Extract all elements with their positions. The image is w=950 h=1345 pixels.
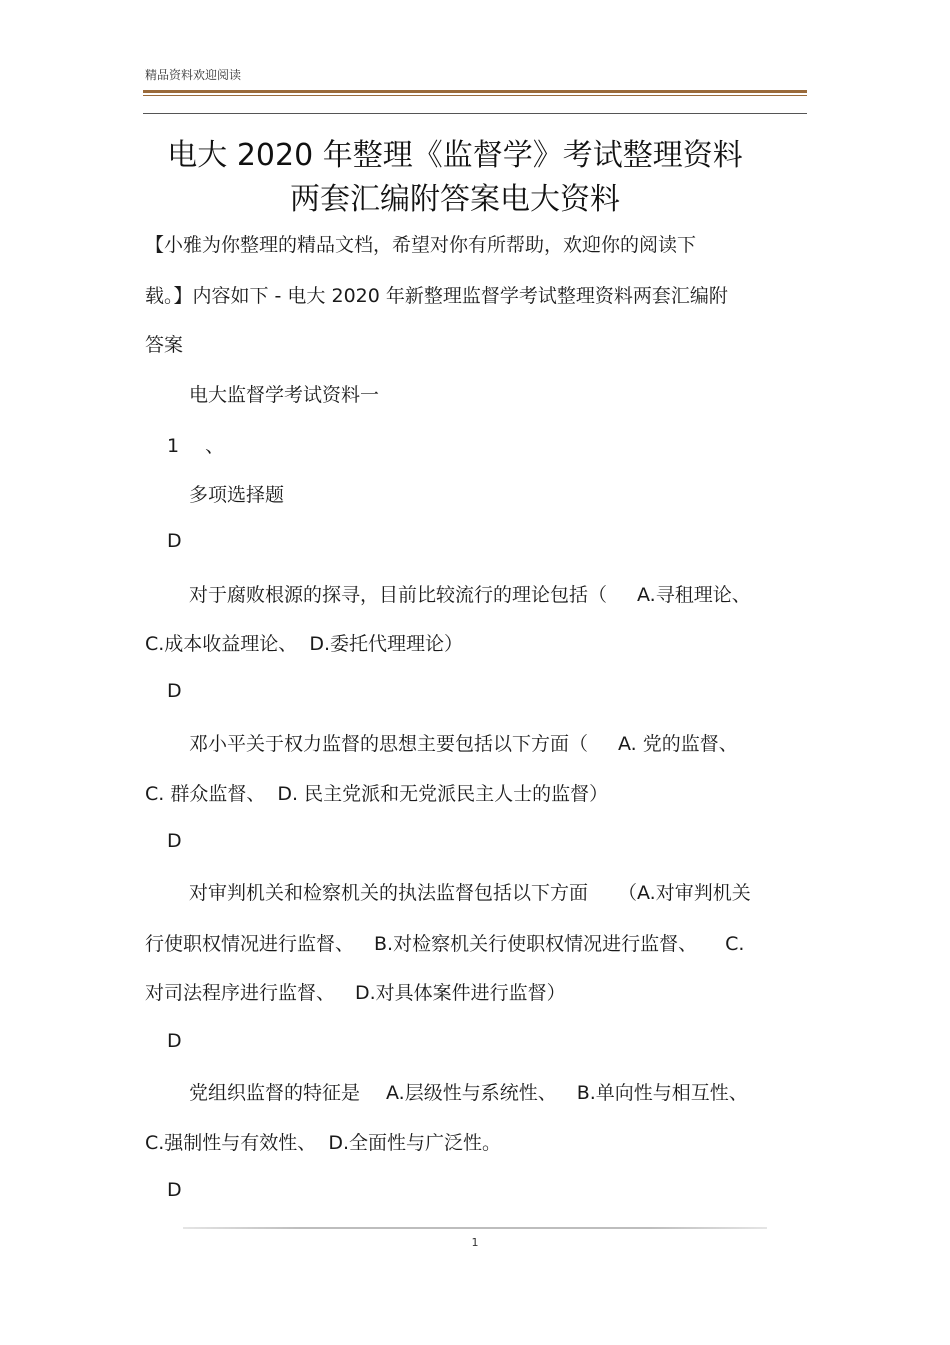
question-answer: D bbox=[167, 1179, 182, 1201]
footer-rule bbox=[183, 1227, 767, 1229]
header-rule-thin bbox=[143, 95, 807, 96]
document-title-line2: 两套汇编附答案电大资料 bbox=[290, 182, 620, 217]
document-title-line1: 电大 2020 年整理《监督学》考试整理资料 bbox=[167, 138, 743, 173]
page-number: 1 bbox=[471, 1236, 479, 1249]
question-type: 多项选择题 bbox=[189, 484, 285, 506]
section-title: 电大监督学考试资料一 bbox=[189, 384, 380, 406]
question-stem: 党组织监督的特征是 A.层级性与系统性、 B.单向性与相互性、 bbox=[189, 1082, 748, 1104]
question-answer: D bbox=[167, 830, 182, 852]
section-number bbox=[167, 431, 224, 458]
header-text: 精品资料欢迎阅读 bbox=[145, 68, 242, 82]
section-number-value: 1 bbox=[167, 435, 180, 457]
question-stem: 对于腐败根源的探寻，目前比较流行的理论包括（ A.寻租理论、 bbox=[189, 584, 751, 606]
question-answer: D bbox=[167, 1030, 182, 1052]
question-answer: D bbox=[167, 680, 182, 702]
question-options: C. 群众监督、 D. 民主党派和无党派民主人士的监督） bbox=[145, 783, 609, 805]
question-options: C.强制性与有效性、 D.全面性与广泛性。 bbox=[145, 1132, 501, 1154]
intro-line1: 【小雅为你整理的精品文档，希望对你有所帮助，欢迎你的阅读下 bbox=[145, 234, 697, 256]
question-answer: D bbox=[167, 530, 182, 552]
question-stem: 对审判机关和检察机关的执法监督包括以下方面 （A.对审判机关 bbox=[189, 882, 751, 904]
intro-line3: 答案 bbox=[145, 334, 184, 356]
section-number-mark: 、 bbox=[205, 435, 225, 457]
question-options: 对司法程序进行监督、 D.对具体案件进行监督） bbox=[145, 982, 566, 1004]
header-rule-thick bbox=[143, 90, 807, 93]
header-separator bbox=[143, 113, 807, 114]
question-options: 行使职权情况进行监督、 B.对检察机关行使职权情况进行监督、 C. bbox=[145, 933, 745, 955]
question-stem: 邓小平关于权力监督的思想主要包括以下方面（ A. 党的监督、 bbox=[189, 733, 738, 755]
intro-line2: 载。】内容如下 - 电大 2020 年新整理监督学考试整理资料两套汇编附 bbox=[145, 285, 728, 307]
question-options: C.成本收益理论、 D.委托代理理论） bbox=[145, 633, 463, 655]
